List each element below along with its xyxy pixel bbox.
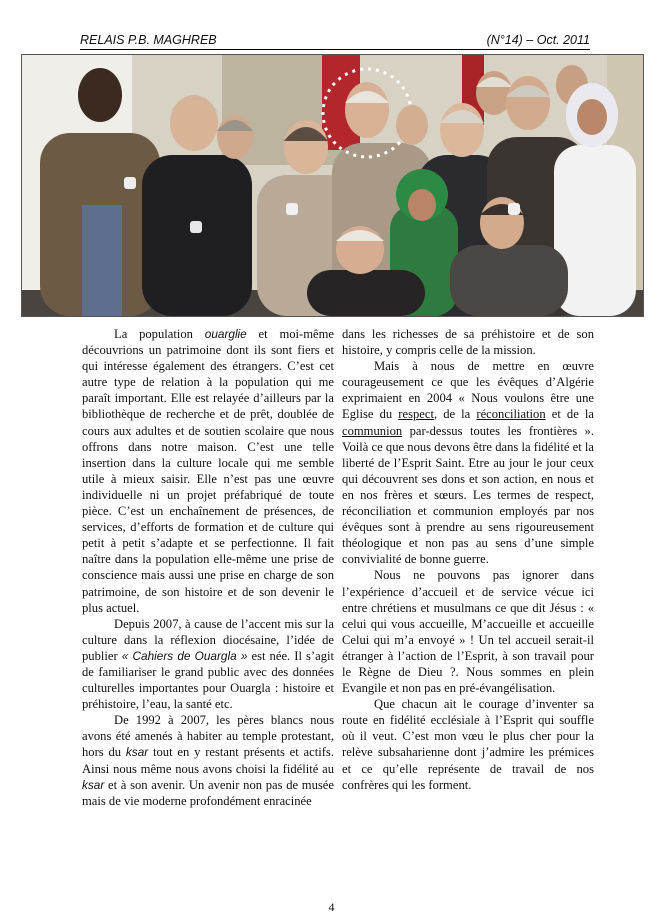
- issue-info: (N°14) – Oct. 2011: [486, 33, 590, 47]
- paragraph: Nous ne pouvons pas ignorer dans l’expérience d’accueil et de service vécue ici entre chrétiens et musulmans ce que dit Jésus : « celui qui vous accueille, M’accueille et accueille Celui qui m’a envoyé » ! Un tel accueil serait-il étranger à l’action de l’Esprit, à son travail pour le Règne de Dieu ?. Nous sommes en plein Evangile et non pas en pré-évangélisation.: [342, 568, 594, 696]
- paragraph: De 1992 à 2007, les pères blancs nous avons été amenés à habiter au temple protestant, hors du ksar tout en y restant présents et actifs. Ainsi nous même nous avons choisi la fidélité au ksar et à son avenir. Un avenir non pas de musée mais de vie moderne profondément enracinée: [82, 713, 334, 808]
- underlined-communion: communion: [342, 423, 403, 438]
- page-number: 4: [328, 900, 335, 914]
- paragraph: La population ouarglie et moi-même découvrions un patrimoine dont ils sont fiers et qui intéresse également des étrangers. C’est cet autre type de relation à la population qui me paraît important. Elle est relayée d’ailleurs par la bibliothèque de recherche et de prêt, doublée de cours aux adultes et de soutien scolaire que nous offrons dans notre maison. C’est une telle insertion dans la culture locale qui me semble utile à mieux saisir. Elle n’est pas une œuvre individuelle ni un projet préfabriqué de toute pièce. C’est un enchaînement de présences, de services, d’efforts de formation et de culture qui petit à petit s’adapte et se perfectionne. Il fait naître dans la population elle-même une prise de conscience mais aussi une prise en charge de son patrimoine, de son histoire et de son devenir le plus actuel.: [82, 327, 334, 615]
- paragraph: Depuis 2007, à cause de l’accent mis sur la culture dans la réflexion diocésaine, l’idée de publier « Cahiers de Ouargla » est née. Il s’agit de familiariser le grand public avec des données culturelles importantes pour Ouargla : histoire et préhistoire, l’eau, la santé etc.: [82, 616, 334, 712]
- emphasis-ksar: ksar: [82, 777, 105, 792]
- group-photo-illustration: [22, 55, 643, 316]
- group-photo: [21, 54, 644, 317]
- running-header: [80, 33, 590, 50]
- paragraph: Que chacun ait le courage d’inventer sa route en fidélité ecclésiale à l’Esprit qui souffle où il veut. C’est mon vœu le plus cher pour la relève subsaharienne dont j’admire les prémices et ce qu’elle représente de travail de nos confrères qui les forment.: [342, 697, 594, 792]
- paragraph-continuation: dans les richesses de sa préhistoire et de son histoire, y compris celle de la mission.: [342, 327, 594, 358]
- emphasis-ouarglie: ouarglie: [204, 327, 247, 341]
- left-column: [82, 326, 334, 809]
- underlined-respect: respect: [398, 407, 434, 422]
- underlined-reconciliation: réconciliation: [476, 407, 546, 422]
- right-column: [342, 326, 594, 793]
- emphasis-ksar: ksar: [125, 745, 149, 760]
- publication-name: « Cahiers de Ouargla »: [121, 648, 248, 663]
- publication-title: RELAIS P.B. MAGHREB: [80, 33, 217, 47]
- paragraph: Mais à nous de mettre en œuvre courageusement ce que les évêques d’Algérie exprimaient en 2004 « Nous voulons être une Eglise du respect, de la réconciliation et de la communion par-dessus toutes les frontières ». Voilà ce que nous devons être dans la fidélité et la liberté de l’Esprit Saint. Etre au jour le jour ceux qui découvrent ses dons et son action, en nous et en nos frères et sœurs. Les termes de respect, réconciliation et communion employés par nos évêques sont à prendre au sens rigoureusement théologique et non pas au sens d’une simple convivialité de bonne guerre.: [342, 359, 595, 567]
